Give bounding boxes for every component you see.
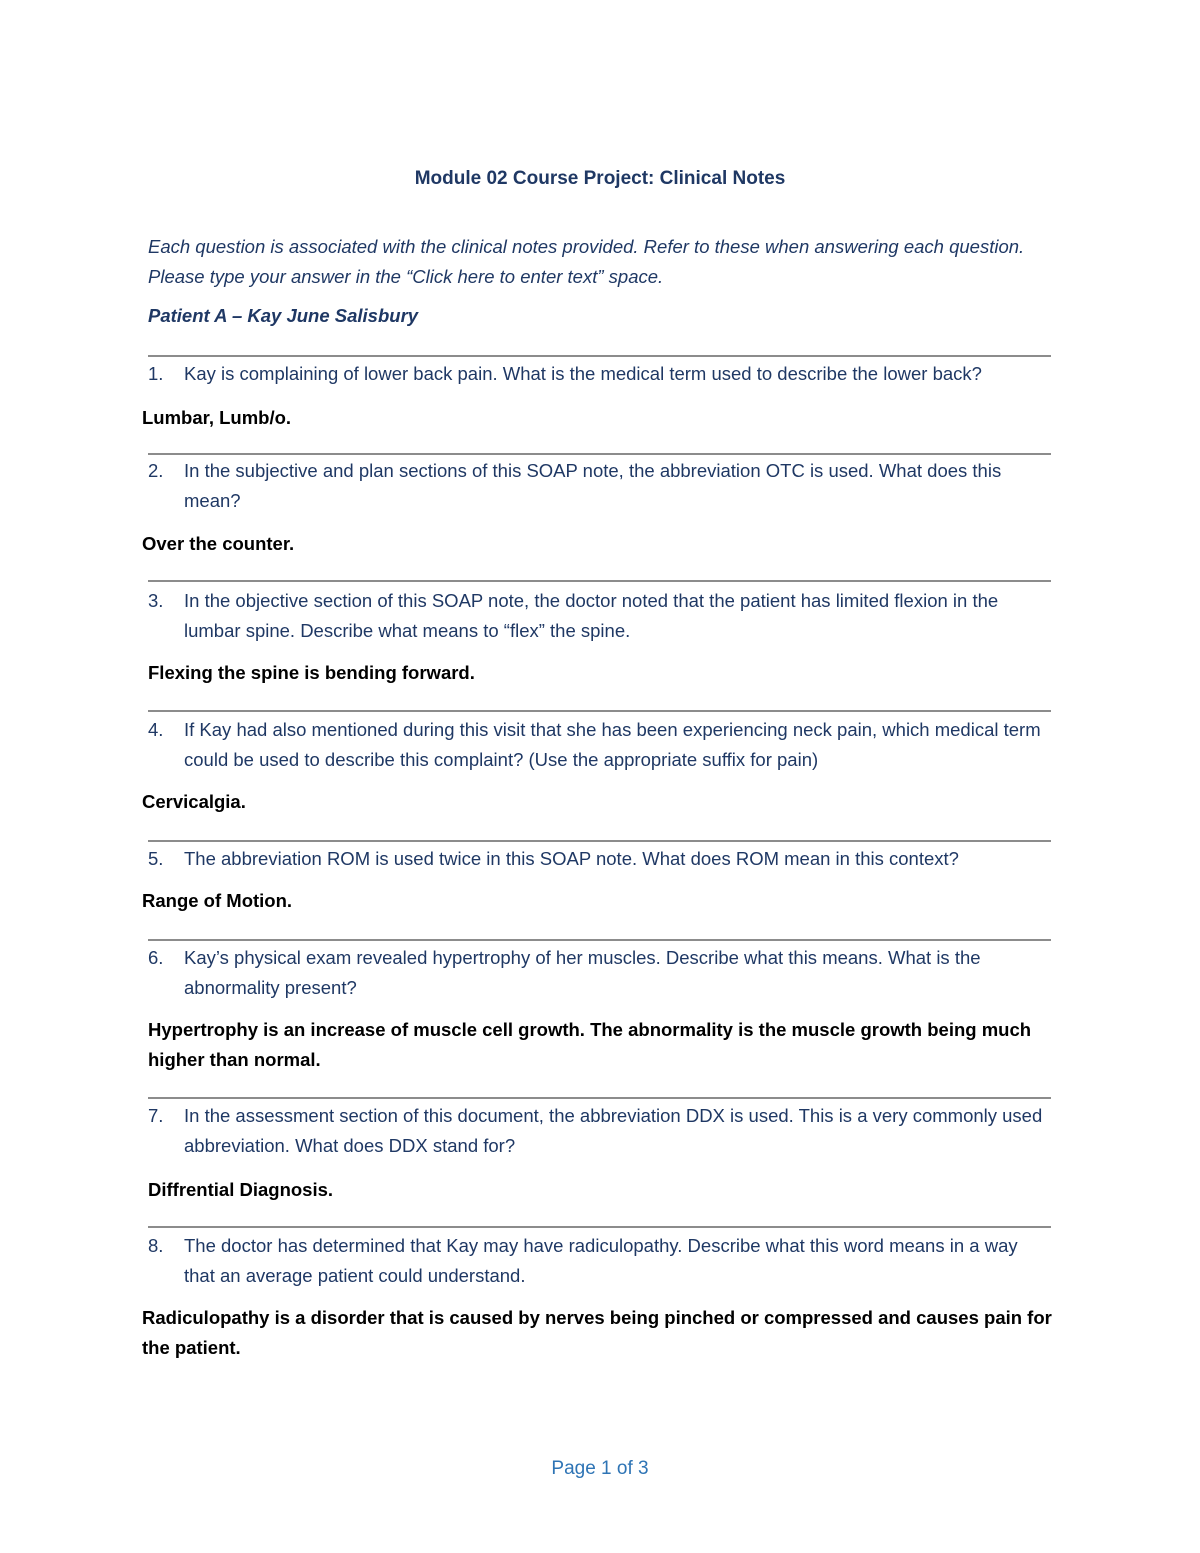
question-2 [148,456,1053,516]
question-text: The abbreviation ROM is used twice in this SOAP note. What does ROM mean in this context? [184,848,959,869]
question-divider [148,1226,1051,1228]
question-3 [148,586,1053,646]
question-divider [148,355,1051,357]
question-text: Kay is complaining of lower back pain. What is the medical term used to describe the lower back? [184,363,982,384]
question-divider [148,939,1051,941]
question-divider [148,710,1051,712]
question-text: If Kay had also mentioned during this visit that she has been experiencing neck pain, which medical term could be used to describe this complaint? (Use the appropriate suffix for pain) [184,719,1041,770]
instructions-text: Each question is associated with the clinical notes provided. Refer to these when answering each question. Please type your answer in the “Click here to enter text” space. [148,236,1025,287]
question-number: 6. [148,947,164,968]
question-7 [148,1101,1053,1161]
question-text: In the objective section of this SOAP note, the doctor noted that the patient has limited flexion in the lumbar spine. Describe what means to “flex” the spine. [184,590,999,641]
answer-6[interactable]: Hypertrophy is an increase of muscle cell growth. The abnormality is the muscle growth being much higher than normal. [148,1019,1032,1070]
question-number: 7. [148,1105,164,1126]
answer-1[interactable]: Lumbar, Lumb/o. [142,407,292,428]
question-text: Kay’s physical exam revealed hypertrophy of her muscles. Describe what this means. What is the abnormality present? [184,947,981,998]
question-number: 4. [148,719,164,740]
question-number: 5. [148,848,164,869]
question-6 [148,943,1053,1003]
question-divider [148,580,1051,582]
question-text: In the subjective and plan sections of this SOAP note, the abbreviation OTC is used. What does this mean? [184,460,1002,511]
question-divider [148,453,1051,455]
patient-heading: Patient A – Kay June Salisbury [148,305,419,326]
answer-8[interactable]: Radiculopathy is a disorder that is caused by nerves being pinched or compressed and causes pain for the patient. [142,1307,1052,1358]
question-text: The doctor has determined that Kay may have radiculopathy. Describe what this word means in a way that an average patient could understand. [184,1235,1018,1286]
question-8 [148,1231,1053,1291]
question-1 [148,359,1053,389]
question-divider [148,1097,1051,1099]
answer-7[interactable]: Diffrential Diagnosis. [148,1179,334,1200]
question-4 [148,715,1053,775]
answer-5[interactable]: Range of Motion. [142,890,293,911]
question-number: 1. [148,363,164,384]
document-title: Module 02 Course Project: Clinical Notes [414,168,786,189]
answer-4[interactable]: Cervicalgia. [142,791,246,812]
question-text: In the assessment section of this document, the abbreviation DDX is used. This is a very commonly used abbreviation. What does DDX stand for? [184,1105,1043,1156]
question-number: 3. [148,590,164,611]
question-number: 8. [148,1235,164,1256]
question-number: 2. [148,460,164,481]
question-divider [148,840,1051,842]
answer-3[interactable]: Flexing the spine is bending forward. [148,662,475,683]
question-5 [148,844,1053,874]
answer-2[interactable]: Over the counter. [142,533,295,554]
page-number: Page 1 of 3 [551,1458,649,1479]
